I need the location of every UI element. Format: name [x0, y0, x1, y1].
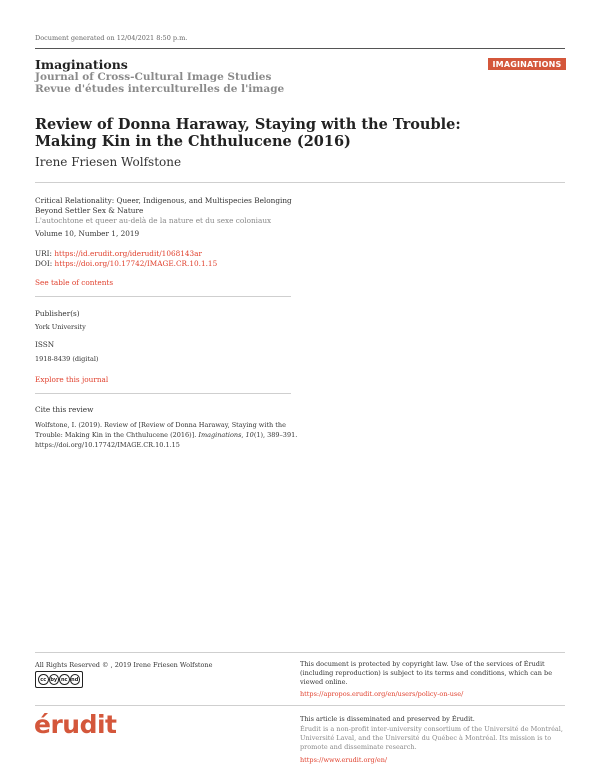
uri-link[interactable]: https://id.erudit.org/iderudit/1068143ar — [54, 249, 203, 258]
erudit-logo[interactable]: érudit — [34, 710, 117, 739]
top-divider — [35, 48, 565, 49]
copyright-notice-line3: viewed online. — [300, 678, 348, 686]
doi-line — [35, 259, 217, 269]
publisher-name: York University — [35, 323, 86, 331]
uri-line — [35, 249, 202, 259]
journal-name: Imaginations — [35, 57, 128, 72]
policy-link[interactable]: https://apropos.erudit.org/en/users/policy-on-use/ — [300, 690, 464, 698]
issue-theme-fr: L'autochtone et queer au-delà de la nature et du sexe coloniaux — [35, 216, 272, 225]
rights-statement: All Rights Reserved © , 2019 Irene Friesen Wolfstone — [35, 661, 213, 669]
nd-icon: nd — [70, 674, 81, 685]
issn-value: 1918-8439 (digital) — [35, 355, 99, 363]
dissemination-line3: promote and disseminate research. — [300, 743, 417, 751]
copyright-notice-line2: (including reproduction) is subject to its terms and conditions, which can be — [300, 669, 553, 677]
toc-divider — [35, 296, 291, 297]
erudit-website-link[interactable]: https://www.erudit.org/en/ — [300, 756, 388, 764]
citation-line1: Wolfstone, I. (2019). Review of [Review of Donna Haraway, Staying with the — [35, 421, 286, 429]
by-icon: by — [49, 674, 60, 685]
dissemination-line1: Érudit is a non-profit inter-university consortium of the Université de Montréal, — [300, 725, 563, 733]
citation-line2-title: Trouble: Making Kin in the Chthulucene (2016)]. — [35, 431, 197, 439]
citation-pages: (1), 389–391. — [253, 431, 298, 439]
explore-divider — [35, 393, 291, 394]
table-of-contents-link[interactable]: See table of contents — [35, 278, 114, 287]
citation-line3: https://doi.org/10.17742/IMAGE.CR.10.1.15 — [35, 441, 180, 449]
journal-subtitle-fr: Revue d'études interculturelles de l'image — [35, 83, 285, 95]
cc-license-badge[interactable] — [35, 671, 83, 688]
doi-label: DOI: — [35, 259, 53, 268]
citation-line2 — [35, 430, 297, 440]
copyright-notice-line1: This document is protected by copyright law. Use of the services of Érudit — [300, 660, 545, 668]
issue-volume: Volume 10, Number 1, 2019 — [35, 229, 140, 238]
cite-label: Cite this review — [35, 405, 94, 414]
footer-divider — [35, 652, 565, 653]
issue-theme-line2: Beyond Settler Sex & Nature — [35, 206, 144, 215]
dissemination-heading: This article is disseminated and preserved by Érudit. — [300, 715, 475, 723]
footer-divider-2 — [35, 705, 565, 706]
article-author: Irene Friesen Wolfstone — [35, 155, 182, 169]
nc-icon: nc — [59, 674, 70, 685]
generated-date: Document generated on 12/04/2021 8:50 p.m. — [35, 34, 188, 42]
title-divider — [35, 182, 565, 183]
article-title: Review of Donna Haraway, Staying with the Trouble: Making Kin in the Chthulucene (2016) — [35, 116, 461, 150]
issue-theme-line1: Critical Relationality: Queer, Indigenous, and Multispecies Belonging — [35, 196, 292, 205]
uri-label: URI: — [35, 249, 52, 258]
publisher-label: Publisher(s) — [35, 309, 80, 318]
cc-icon: cc — [38, 674, 49, 685]
dissemination-line2: Université Laval, and the Université du Québec à Montréal. Its mission is to — [300, 734, 552, 742]
citation-journal: Imaginations, 10 — [198, 431, 254, 439]
explore-journal-link[interactable]: Explore this journal — [35, 375, 109, 384]
imaginations-logo: IMAGINATIONS — [488, 58, 566, 70]
doi-link[interactable]: https://doi.org/10.17742/IMAGE.CR.10.1.15 — [54, 259, 218, 268]
journal-subtitle-en: Journal of Cross-Cultural Image Studies — [35, 71, 272, 83]
issn-label: ISSN — [35, 340, 55, 349]
